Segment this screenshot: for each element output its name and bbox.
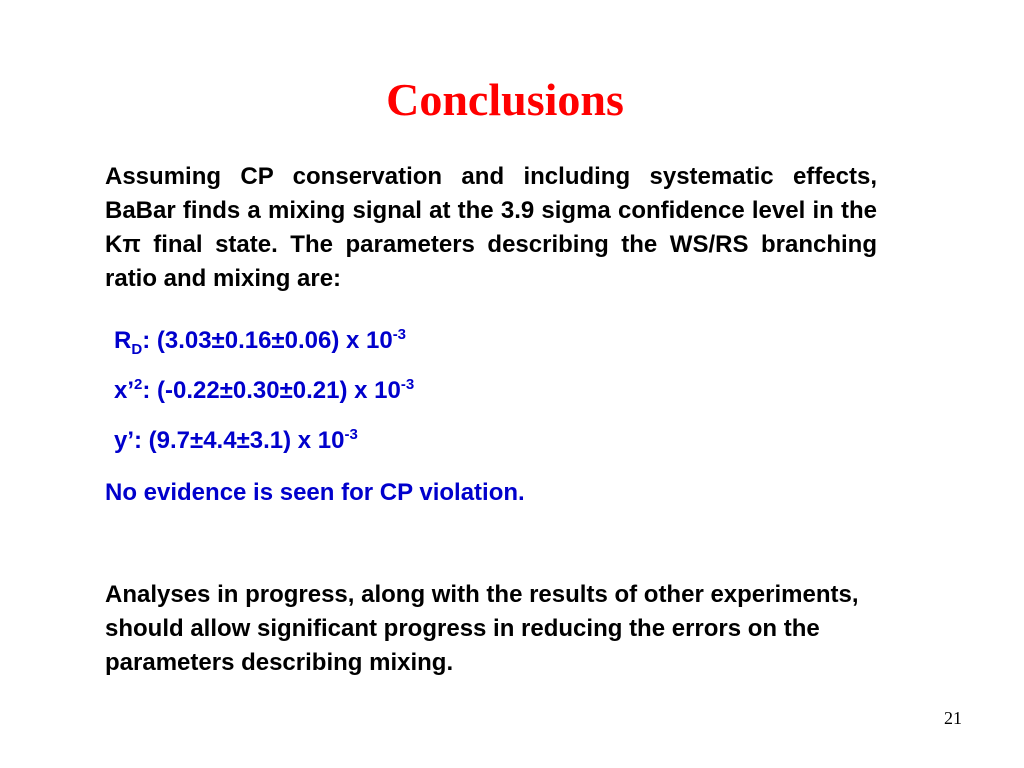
- page-number: 21: [944, 708, 962, 728]
- slide-title: Conclusions: [386, 74, 624, 125]
- outlook-paragraph: Analyses in progress, along with the results of other experiments, should allow significant progress in reducing the errors on the parameters describing mixing.: [105, 581, 859, 676]
- parameter-exponent: -3: [344, 426, 358, 443]
- cp-violation-statement: No evidence is seen for CP violation.: [105, 479, 525, 506]
- parameter-x-prime-squared: [114, 376, 414, 406]
- parameter-value: : (9.7±4.4±3.1) x 10: [134, 427, 345, 454]
- parameter-value: : (-0.22±0.30±0.21) x 10: [142, 377, 401, 404]
- parameter-superscript: 2: [134, 376, 143, 393]
- parameter-value: : (3.03±0.16±0.06) x 10: [142, 327, 393, 354]
- parameter-rd: [114, 326, 406, 356]
- parameter-exponent: -3: [400, 376, 415, 393]
- parameter-subscript: D: [131, 341, 143, 358]
- parameter-symbol: x’: [114, 377, 135, 404]
- parameter-symbol: R: [114, 327, 132, 354]
- parameter-symbol: y’: [114, 427, 135, 454]
- parameter-y-prime: [114, 426, 358, 456]
- intro-paragraph: Assuming CP conservation and including systematic effects, BaBar finds a mixing signal at the 3.9 sigma confidence level in the Kπ final state. The parameters describing the WS/RS branching ratio and mixing are:: [105, 163, 877, 292]
- parameter-exponent: -3: [392, 326, 407, 343]
